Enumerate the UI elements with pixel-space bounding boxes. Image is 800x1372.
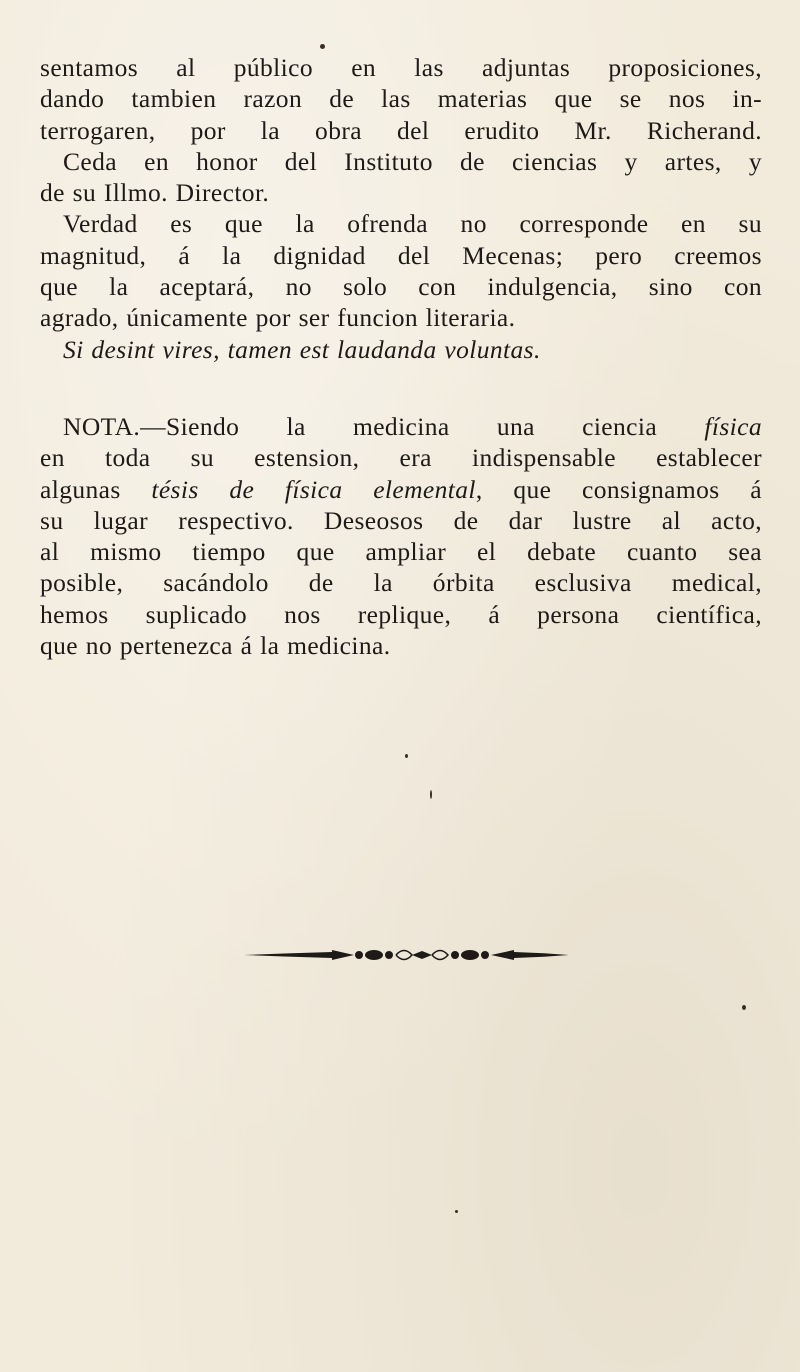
text-line: Ceda en honor del Instituto de ciencias y artes, y [63,146,762,176]
text-line: dando tambien razon de las materias que se nos in- [40,84,762,114]
paragraph-dedication [40,52,762,208]
paragraph-offering [40,208,762,333]
text-span: algunas [40,474,152,504]
text-line: sentamos al público en las adjuntas proposiciones, [40,53,762,82]
text-line: agrado, únicamente por ser funcion literaria. [40,303,516,333]
paper-speck [405,754,408,758]
text-line: su lugar respectivo. Deseosos de dar lustre al acto, [40,505,762,535]
note-label-text: NOTA.—Siendo la medicina una ciencia [63,411,705,441]
text-line: al mismo tiempo que ampliar el debate cuanto sea [40,537,762,567]
decorative-rule-ornament-icon [244,940,569,970]
paragraph-note [40,411,762,661]
text-line: que no pertenezca á la medicina. [40,631,391,661]
text-line: que la aceptará, no solo con indulgencia, sino con [40,272,762,302]
text-line [40,411,762,442]
spacer [40,365,762,411]
emphasis-text: tésis de física elemental [151,474,476,504]
text-line: de su Illmo. Director. [40,178,270,208]
text-line: terrogaren, por la obra del erudito Mr. Richerand. [40,115,762,145]
paper-speck [430,790,432,799]
paper-speck [455,1210,458,1213]
text-line: en toda su estension, era indispensable establecer [40,443,762,473]
text-line: posible, sacándolo de la órbita esclusiva medical, [40,568,762,598]
latin-motto: Si desint vires, tamen est laudanda voluntas. [63,334,541,364]
text-span: , que consignamos á [475,474,762,504]
text-line: magnitud, á la dignidad del Mecenas; pero creemos [40,240,762,270]
text-line: hemos suplicado nos replique, á persona científica, [40,599,762,629]
text-line [40,474,762,505]
emphasis-text: física [704,411,762,441]
paper-speck [320,44,325,49]
text-line: Verdad es que la ofrenda no corresponde en su [63,209,762,239]
page-text [40,52,762,661]
paper-speck [742,1005,746,1010]
